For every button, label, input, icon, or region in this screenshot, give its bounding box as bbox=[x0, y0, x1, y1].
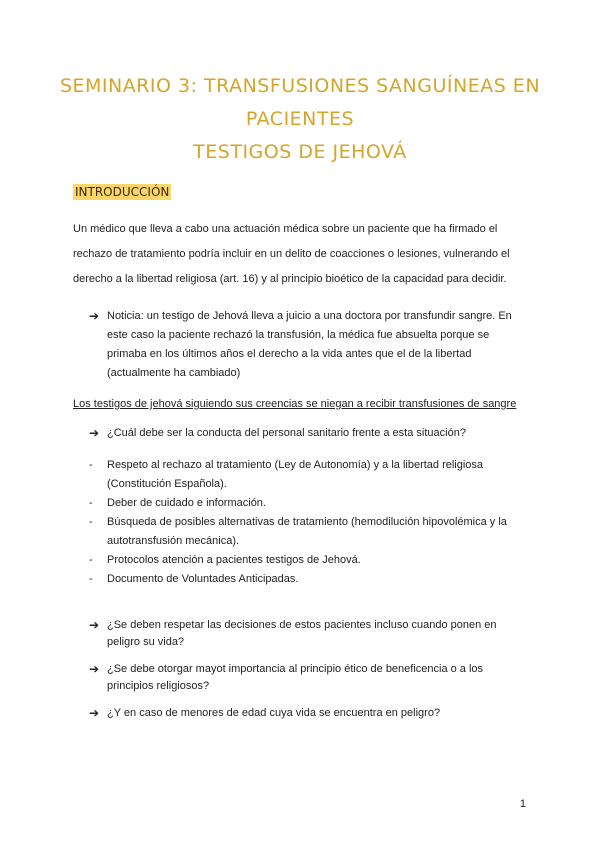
dash-marker: - bbox=[89, 459, 93, 471]
question-conduct-item bbox=[89, 424, 529, 443]
question-text: ¿Se debe otorgar mayot importancia al principio ético de beneficencia o a los principios religiosos? bbox=[107, 663, 484, 692]
question-conduct-text: ¿Cuál debe ser la conducta del personal sanitario frente a esta situación? bbox=[107, 427, 466, 439]
list-item-text: Deber de cuidado e información. bbox=[107, 497, 266, 509]
list-item-text: Búsqueda de posibles alternativas de tratamiento (hemodilución hipovolémica y la autotransfusión mecánica). bbox=[107, 516, 507, 547]
list-item-text: Protocolos atención a pacientes testigos de Jehová. bbox=[107, 554, 361, 566]
arrow-icon: ➔ bbox=[89, 426, 100, 440]
question-text: ¿Y en caso de menores de edad cuya vida se encuentra en peligro? bbox=[107, 707, 441, 719]
question-item-2 bbox=[89, 661, 529, 695]
arrow-icon: ➔ bbox=[89, 662, 100, 676]
measures-list bbox=[89, 456, 529, 589]
underlined-statement: Los testigos de jehová siguiendo sus creencias se niegan a recibir transfusiones de sangre bbox=[73, 398, 517, 410]
list-item bbox=[89, 456, 529, 494]
question-item-1 bbox=[89, 617, 529, 651]
list-item bbox=[89, 513, 529, 551]
title-line-1: SEMINARIO 3: TRANSFUSIONES SANGUÍNEAS EN PACIENTES bbox=[59, 75, 541, 130]
intro-paragraph: Un médico que lleva a cabo una actuación médica sobre un paciente que ha firmado el rechazo de tratamiento podría incluir en un delito de coacciones o lesiones, vulnerando el derecho a la libertad religiosa (art. 16) y al principio bioético de la capacidad para decidir. bbox=[73, 223, 510, 285]
section-heading-introduccion: INTRODUCCIÓN bbox=[75, 185, 170, 199]
dash-marker: - bbox=[89, 516, 93, 528]
dash-marker: - bbox=[89, 573, 93, 585]
title-line-2: TESTIGOS DE JEHOVÁ bbox=[193, 141, 407, 163]
list-item bbox=[89, 570, 529, 589]
page-number: 1 bbox=[519, 798, 526, 810]
arrow-icon: ➔ bbox=[89, 309, 100, 323]
question-text: ¿Se deben respetar las decisiones de estos pacientes incluso cuando ponen en peligro su vida? bbox=[107, 619, 497, 648]
noticia-item bbox=[89, 307, 529, 383]
dash-marker: - bbox=[89, 554, 93, 566]
arrow-icon: ➔ bbox=[89, 706, 100, 720]
list-item-text: Documento de Voluntades Anticipadas. bbox=[107, 573, 299, 585]
list-item-text: Respeto al rechazo al tratamiento (Ley de Autonomía) y a la libertad religiosa (Constitución Española). bbox=[107, 459, 484, 490]
noticia-text: Noticia: un testigo de Jehová lleva a juicio a una doctora por transfundir sangre. En este caso la paciente rechazó la transfusión, la médica fue absuelta porque se primaba en los últimos años el derecho a la vida antes que el de la libertad (actualmente ha cambiado) bbox=[107, 310, 512, 379]
list-item bbox=[89, 551, 529, 570]
list-item bbox=[89, 494, 529, 513]
arrow-icon: ➔ bbox=[89, 618, 100, 632]
question-item-3 bbox=[89, 705, 529, 722]
dash-marker: - bbox=[89, 497, 93, 509]
document-title bbox=[40, 70, 560, 169]
